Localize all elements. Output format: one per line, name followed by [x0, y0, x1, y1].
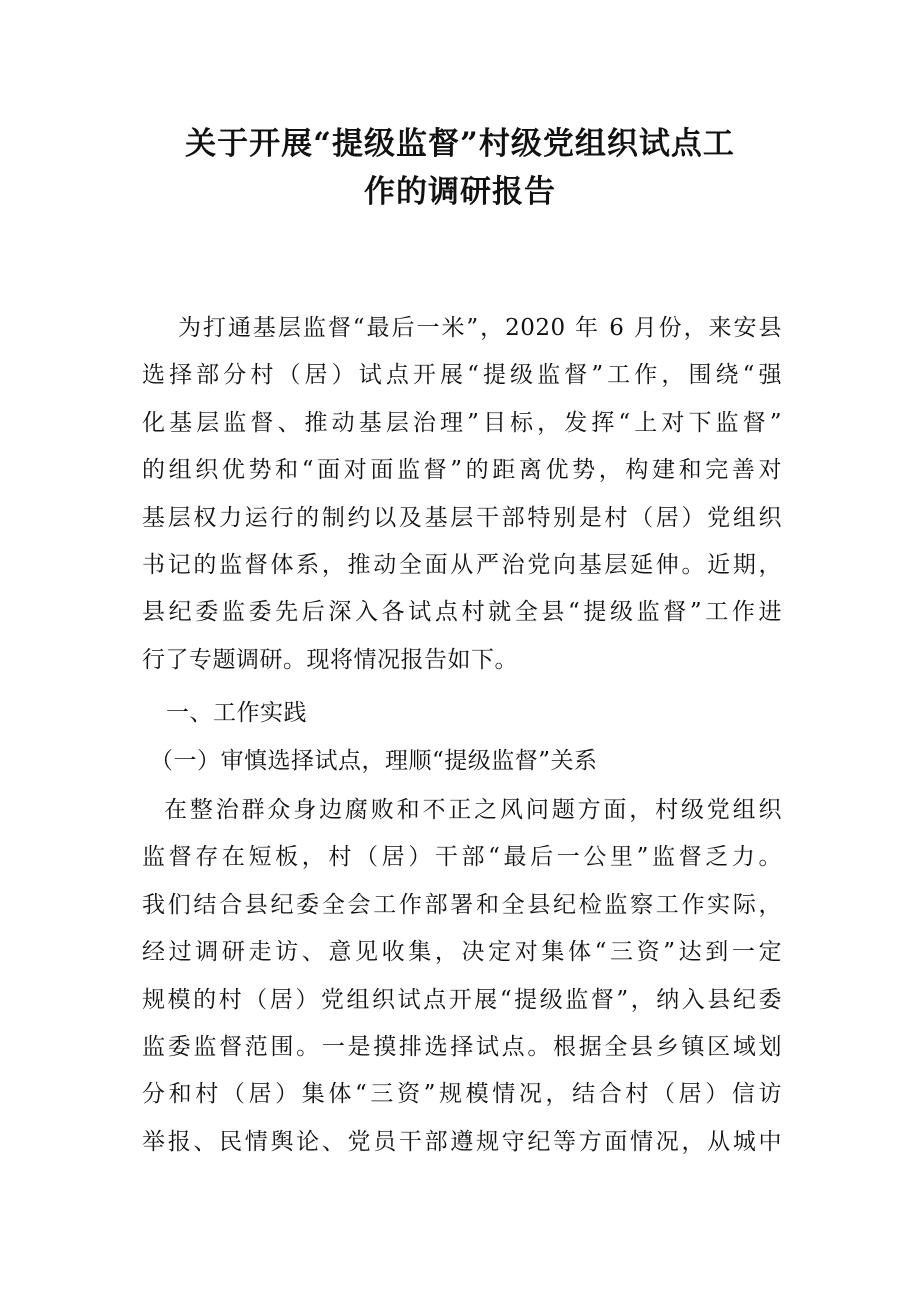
subsection-heading: （一）审慎选择试点，理顺“提级监督”关系 — [150, 748, 598, 774]
document-title-line-2: 作的调研报告 — [364, 174, 556, 210]
section-heading: 一、工作实践 — [166, 700, 307, 726]
paragraph-line: 经过调研走访、意见收集，决定对集体“三资”达到一定 — [142, 939, 782, 966]
paragraph-line: 监委监督范围。一是摸排选择试点。根据全县乡镇区域划 — [142, 1033, 782, 1060]
intro-paragraph — [142, 305, 782, 684]
document-title-line-1: 关于开展“提级监督”村级党组织试点工 — [185, 126, 735, 162]
paragraph-line: 在整治群众身边腐败和不正之风问题方面，村级党组织 — [164, 797, 782, 823]
paragraph-line: 基层权力运行的制约以及基层干部特别是村（居）党组织 — [142, 504, 782, 531]
paragraph-line: 县纪委监委先后深入各试点村就全县“提级监督”工作进 — [142, 599, 782, 626]
paragraph-line: 书记的监督体系，推动全面从严治党向基层延伸。近期， — [142, 551, 782, 578]
paragraph-line: 的组织优势和“面对面监督”的距离优势，构建和完善对 — [142, 457, 782, 484]
paragraph-line: 监督存在短板，村（居）干部“最后一公里”监督乏力。 — [142, 844, 782, 871]
paragraph-line: 选择部分村（居）试点开展“提级监督”工作，围绕“强 — [142, 362, 782, 389]
paragraph-line: 举报、民情舆论、党员干部遵规守纪等方面情况，从城中 — [142, 1128, 782, 1155]
paragraph-line: 分和村（居）集体“三资”规模情况，结合村（居）信访 — [142, 1081, 782, 1108]
paragraph-line: 化基层监督、推动基层治理”目标，发挥“上对下监督” — [142, 409, 782, 436]
paragraph-line: 规模的村（居）党组织试点开展“提级监督”，纳入县纪委 — [142, 986, 782, 1013]
paragraph-line: 我们结合县纪委全会工作部署和全县纪检监察工作实际， — [142, 891, 782, 918]
body-paragraph — [142, 787, 782, 1166]
paragraph-line: 为打通基层监督“最后一米”，2020 年 6 月份，来安县 — [178, 315, 782, 341]
paragraph-line: 行了专题调研。现将情况报告如下。 — [142, 646, 518, 673]
